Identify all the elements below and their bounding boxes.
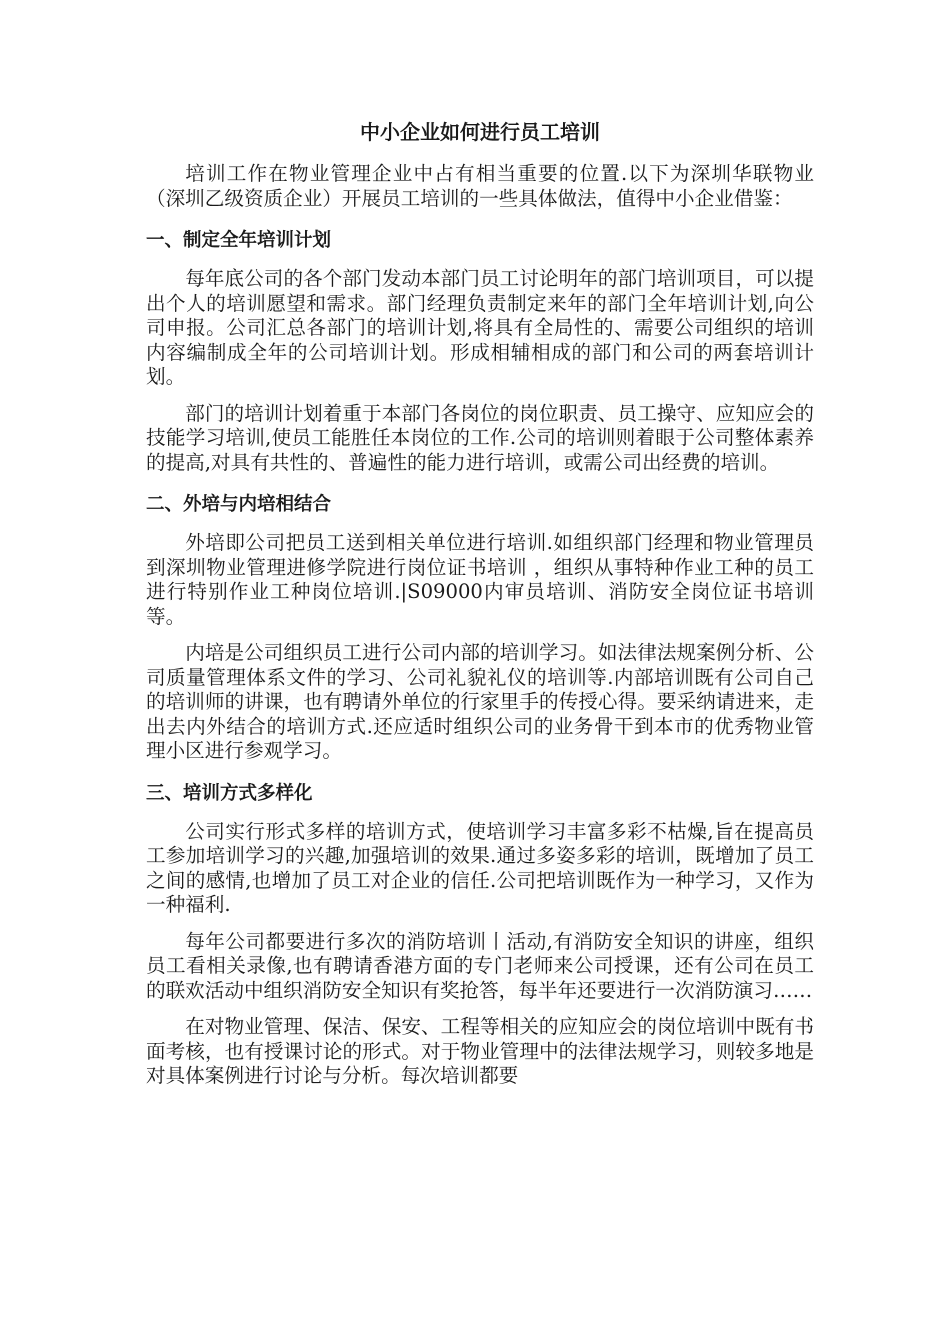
section-heading: 三、培训方式多样化 <box>146 782 313 804</box>
section-paragraph: 外培即公司把员工送到相关单位进行培训.如组织部门经理和物业管理员到深圳物业管理进修学院进行岗位证书培训 ，组织从事特种作业工种的员工进行特别作业工种岗位培训.|S09000内审员培训、消防安全岗位证书培训等。 <box>146 531 814 628</box>
section-paragraph: 在对物业管理、保洁、保安、工程等相关的应知应会的岗位培训中既有书面考核，也有授课讨论的形式。对于物业管理中的法律法规学习，则较多地是对具体案例进行讨论与分析。每次培训都要 <box>146 1015 814 1087</box>
section-paragraph: 内培是公司组织员工进行公司内部的培训学习。如法律法规案例分析、公司质量管理体系文件的学习、公司礼貌礼仪的培训等.内部培训既有公司自己的培训师的讲课，也有聘请外单位的行家里手的传授心得。要采纳请进来，走出去内外结合的培训方式.还应适时组织公司的业务骨干到本市的优秀物业管理小区进行参观学习。 <box>146 641 814 762</box>
document-title: 中小企业如何进行员工培训 <box>360 120 600 144</box>
section-paragraph: 每年公司都要进行多次的消防培训丨活动,有消防安全知识的讲座，组织员工看相关录像,也有聘请香港方面的专门老师来公司授课，还有公司在员工的联欢活动中组织消防安全知识有奖抢答，每半年还要进行一次消防演习…… <box>146 929 814 1002</box>
intro-paragraph: 培训工作在物业管理企业中占有相当重要的位置.以下为深圳华联物业（深圳乙级资质企业）开展员工培训的一些具体做法，值得中小企业借鉴： <box>146 162 814 210</box>
section-heading: 一、制定全年培训计划 <box>146 230 332 251</box>
section-paragraph: 公司实行形式多样的培训方式，使培训学习丰富多彩不枯燥,旨在提高员工参加培训学习的兴趣,加强培训的效果.通过多姿多彩的培训，既增加了员工之间的感情,也增加了员工对企业的信任.公司把培训既作为一种学习，又作为一种福利. <box>146 819 814 916</box>
section-2 <box>146 493 814 764</box>
section-3 <box>146 782 814 1089</box>
section-1 <box>146 229 814 475</box>
document-page <box>146 118 814 1101</box>
section-paragraph: 部门的培训计划着重于本部门各岗位的岗位职责、员工操守、应知应会的技能学习培训,使员工能胜任本岗位的工作.公司的培训则着眼于公司整体素养的提高,对具有共性的、普遍性的能力进行培训，或需公司出经费的培训。 <box>146 401 814 474</box>
section-heading: 二、外培与内培相结合 <box>146 494 332 515</box>
section-paragraph: 每年底公司的各个部门发动本部门员工讨论明年的部门培训项目，可以提出个人的培训愿望和需求。部门经理负责制定来年的部门全年培训计划,向公司申报。公司汇总各部门的培训计划,将具有全局性的、需要公司组织的培训内容编制成全年的公司培训计划。形成相辅相成的部门和公司的两套培训计划。 <box>146 267 814 388</box>
